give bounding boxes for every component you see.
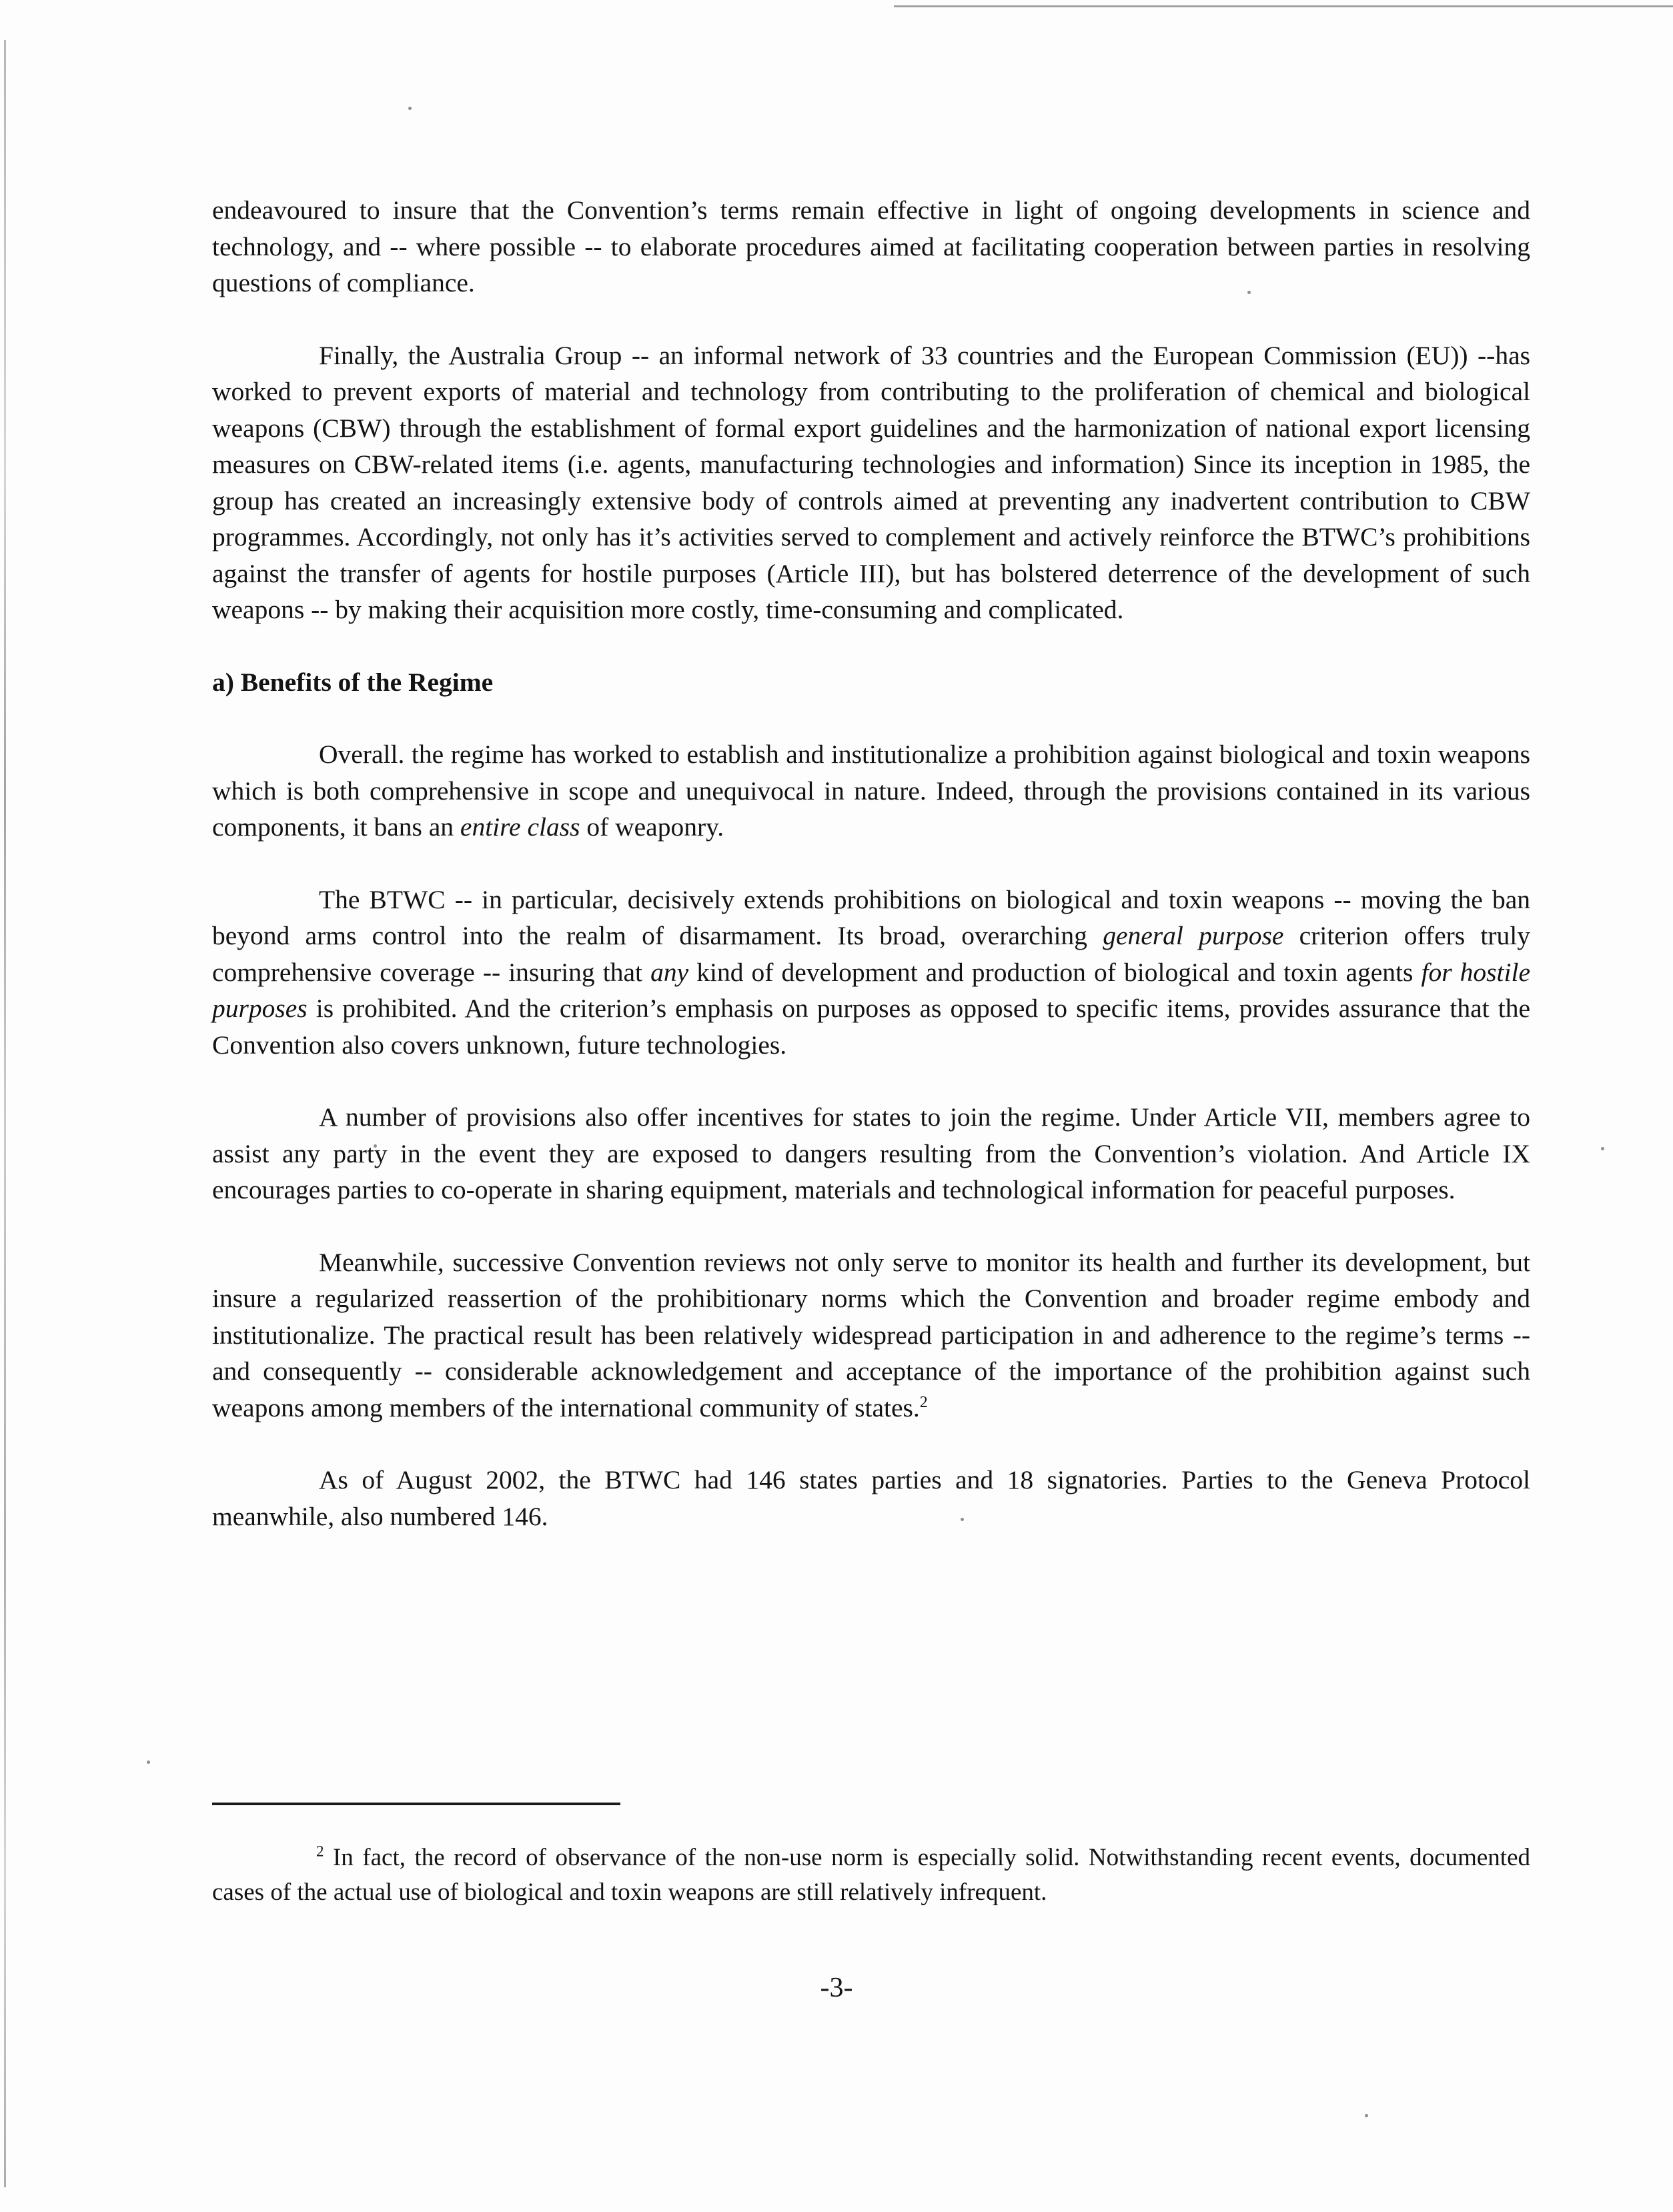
paragraph-btwc: The BTWC -- in particular, decisively extends prohibitions on biological and toxin weapons -- moving the ban beyond arms control into the realm of disarmament. Its broad, overarching general purpose criterion offers truly comprehensive coverage -- insuring that any kind of development and production of biological and toxin agents for hostile purposes is prohibited. And the criterion’s emphasis on purposes as opposed to specific items, provides assurance that the Convention also covers unknown, future technologies. xyxy=(212,884,1530,1060)
scan-left-edge xyxy=(4,40,6,2187)
body-text xyxy=(212,192,1530,1534)
paragraph-incentives: A number of provisions also offer incentives for states to join the regime. Under Article VII, members agree to assist any party in the event they are exposed to dangers resulting from the Convention’s violation. And Article IX encourages parties to co-operate in sharing equipment, materials and technological information for peaceful purposes. xyxy=(212,1102,1530,1204)
emphasis-entire-class: entire class xyxy=(460,812,580,842)
scan-top-rule xyxy=(894,5,1673,7)
paragraph-membership: As of August 2002, the BTWC had 146 states parties and 18 signatories. Parties to the Geneva Protocol meanwhile, also numbered 146. xyxy=(212,1465,1530,1531)
scan-speck xyxy=(147,1761,150,1764)
footnote-marker: 2 xyxy=(316,1843,324,1860)
emphasis-hostile-purposes: for hostile purposes xyxy=(212,957,1530,1023)
footnote-text: $^2$ In fact, the record of observance of the non-use norm is especially solid. Notwithstanding recent events, documented cases of the actual use of biological and toxin weapons are still relatively infrequent. xyxy=(212,1843,1530,1906)
paragraph-continuation: endeavoured to insure that the Convention’s terms remain effective in light of ongoing developments in science and technology, and -- where possible -- to elaborate procedures aimed at facilitating cooperation between parties in resolving questions of compliance. xyxy=(212,195,1530,297)
section-heading-benefits: a) Benefits of the Regime xyxy=(212,667,494,697)
page-number: -3- xyxy=(820,1973,853,2003)
footnote xyxy=(212,1841,1530,1910)
scan-speck xyxy=(1365,2114,1368,2117)
footnote-divider xyxy=(212,1803,620,1805)
paragraph-australia-group: Finally, the Australia Group -- an informal network of 33 countries and the European Commission (EU)) --has worked to prevent exports of material and technology from contributing to the proliferation of chemical and biological weapons (CBW) through the establishment of formal export guidelines and the harmonization of national export licensing measures on CBW-related items (i.e. agents, manufacturing technologies and information) Since its inception in 1985, the group has created an increasingly extensive body of controls aimed at preventing any inadvertent contribution to CBW programmes. Accordingly, not only has it’s activities served to complement and actively reinforce the BTWC’s prohibitions against the transfer of agents for hostile purposes (Article III), but has bolstered deterrence of the development of such weapons -- by making their acquisition more costly, time-consuming and complicated. xyxy=(212,340,1530,624)
emphasis-any: any xyxy=(650,957,689,987)
scan-speck xyxy=(1601,1147,1604,1150)
footnote-reference: 2 xyxy=(919,1393,928,1411)
paragraph-reviews: Meanwhile, successive Convention reviews not only serve to monitor its health and further its development, but insure a regularized reassertion of the prohibitionary norms which the Convention and broader regime embody and institutionalize. The practical result has been relatively widespread participation in and adherence to the regime’s terms -- and consequently -- considerable acknowledgement and acceptance of the importance of the prohibition against such weapons among members of the international community of states.$^2$ xyxy=(212,1247,1530,1422)
paragraph-overall: Overall. the regime has worked to establish and institutionalize a prohibition against biological and toxin weapons which is both comprehensive in scope and unequivocal in nature. Indeed, through the provisions contained in its various components, it bans an entire class of weaponry. xyxy=(212,740,1530,842)
emphasis-general-purpose: general purpose xyxy=(1103,921,1284,950)
scan-speck xyxy=(408,107,412,110)
